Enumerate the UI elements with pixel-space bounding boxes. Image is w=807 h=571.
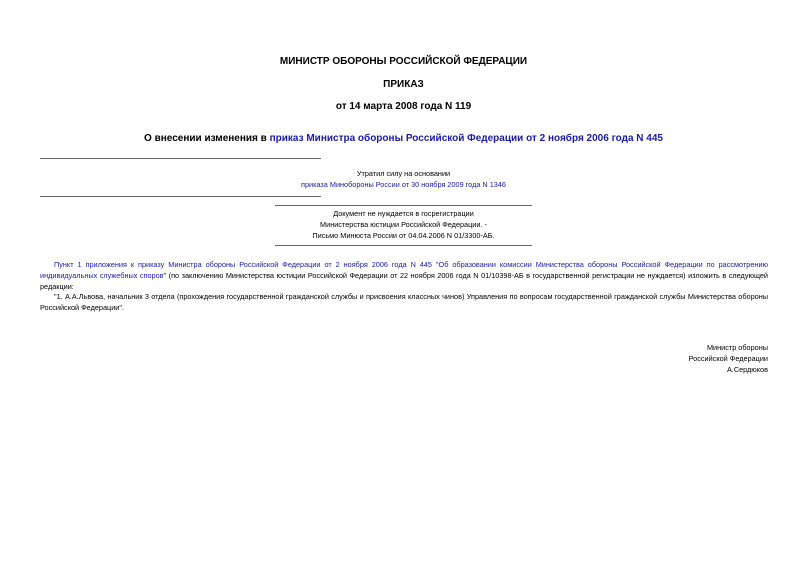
- status-note-text: Утратил силу на основании: [356, 169, 451, 178]
- document-date-number: от 14 марта 2008 года N 119: [335, 101, 472, 112]
- document-type: ПРИКАЗ: [383, 79, 424, 90]
- signature-block: [689, 342, 768, 375]
- paragraph-1-link[interactable]: Пункт 1 приложения к приказу Министра обороны Российской Федерации от 2 ноября 2006 года N 445 "Об образовании комиссии Министерства обороны Российской Федерации по рассмотрению индивидуальных служебных споров: [40, 260, 768, 280]
- paragraph-2: "1. А.А.Львова, начальник 3 отдела (прохождения государственной гражданской службы и присвоения классных чинов) Управления по вопросам государственной гражданской службы Министерства обороны Российской Федерации".: [40, 292, 768, 312]
- status-note-link[interactable]: приказа Минобороны России от 30 ноября 2009 года N 1346: [301, 180, 506, 189]
- divider-rule: [40, 196, 321, 197]
- paragraph-1: [40, 259, 768, 292]
- signature-line-1: Министр обороны: [706, 343, 768, 352]
- registration-line-1: Документ не нуждается в госрегистрации: [333, 209, 474, 218]
- signature-name: А.Сердюков: [726, 365, 768, 374]
- document-title: [0, 133, 807, 144]
- title-link-order-445[interactable]: приказ Министра обороны Российской Федерации от 2 ноября 2006 года N 445: [269, 133, 663, 144]
- paragraph-1-rest: " (по заключению Министерства юстиции Российской Федерации от 22 ноября 2006 года N 01/10398-АБ в государственной регистрации не нуждается) изложить в следующей редакции:: [40, 271, 768, 291]
- registration-note: [0, 208, 807, 241]
- status-note: [0, 168, 807, 190]
- signature-line-2: Российской Федерации: [688, 354, 768, 363]
- issuer-heading: МИНИСТР ОБОРОНЫ РОССИЙСКОЙ ФЕДЕРАЦИИ: [279, 56, 528, 67]
- title-prefix: О внесении изменения в: [144, 133, 270, 144]
- registration-line-3: Письмо Минюста России от 04.04.2006 N 01/3300-АБ.: [312, 231, 495, 240]
- registration-bottom-rule: [275, 245, 532, 246]
- registration-line-2: Министерства юстиции Российской Федерации. -: [320, 220, 487, 229]
- registration-top-rule: [275, 205, 532, 206]
- divider-rule: [40, 158, 321, 159]
